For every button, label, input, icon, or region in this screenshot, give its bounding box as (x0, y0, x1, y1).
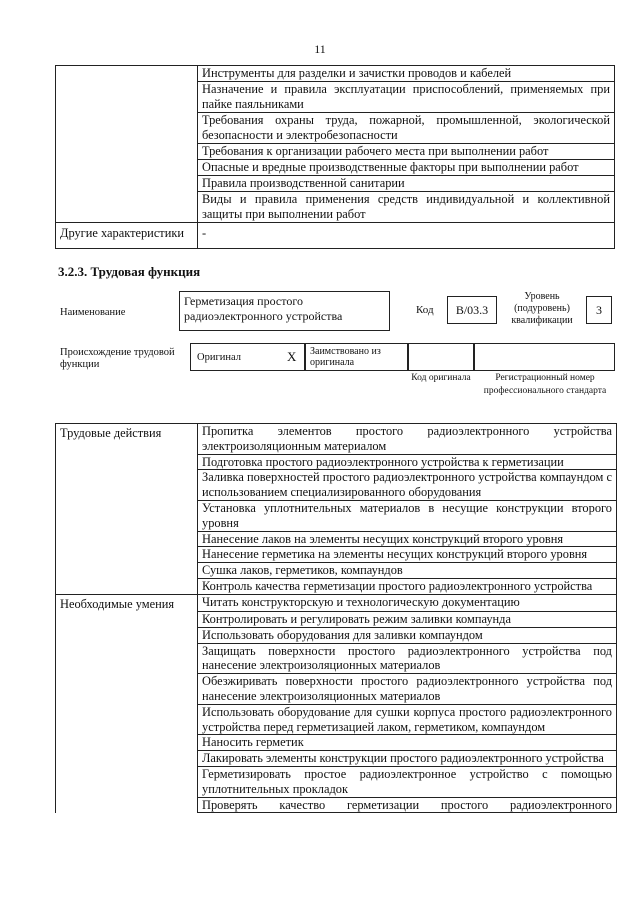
action-item: Установка уплотнительных материалов в несущие конструкции второго уровня (198, 500, 617, 531)
other-characteristics-value: - (198, 223, 615, 249)
action-item: Контроль качества герметизации простого радиоэлектронного устройства (198, 578, 617, 594)
skill-item: Наносить герметик (198, 735, 617, 751)
original-label: Оригинал (197, 352, 241, 363)
action-item: Сушка лаков, герметиков, компаундов (198, 563, 617, 579)
skill-item: Защищать поверхности простого радиоэлектронного устройства под нанесение электроизоляционных материалов (198, 643, 617, 674)
page-number: 11 (314, 42, 326, 56)
action-item: Заливка поверхностей простого радиоэлектронного устройства компаундом с использованием специализированного оборудования (198, 470, 617, 501)
code-origin-caption: Код оригинала (411, 373, 471, 383)
skill-item: Читать конструкторскую и технологическую документацию (198, 594, 617, 611)
level-label: Уровень (подуровень) квалификации (511, 291, 573, 326)
reg-number-caption: Регистрационный номер профессионального стандарта (483, 373, 607, 396)
skill-item: Герметизировать простое радиоэлектронное устройство с помощью уплотнительных прокладок (198, 767, 617, 798)
skills-label: Необходимые умения (56, 594, 198, 611)
action-item: Подготовка простого радиоэлектронного устройства к герметизации (198, 454, 617, 470)
action-item: Нанесение герметика на элементы несущих конструкций второго уровня (198, 547, 617, 563)
functions-table (55, 423, 617, 813)
skill-item: Обезжиривать поверхности простого радиоэлектронного устройства под нанесение электроизоляционных материалов (198, 674, 617, 705)
knowledge-item: Виды и правила применения средств индивидуальной и коллективной защиты при выполнении работ (198, 192, 615, 223)
origin-code-box (408, 343, 474, 371)
knowledge-item: Требования охраны труда, пожарной, промышленной, экологической безопасности и электробезопасности (198, 113, 615, 144)
action-item: Пропитка элементов простого радиоэлектронного устройства электроизоляционным материалом (198, 424, 617, 455)
skill-item: Использовать оборудование для сушки корпуса простого радиоэлектронного устройства перед герметизацией лаком, герметиком, компаундом (198, 704, 617, 735)
origin-original-box (190, 343, 305, 371)
skill-item: Использовать оборудования для заливки компаундом (198, 627, 617, 643)
origin-borrowed-box (305, 343, 408, 371)
knowledge-item: Опасные и вредные производственные факторы при выполнении работ (198, 160, 615, 176)
other-characteristics-label: Другие характеристики (56, 223, 198, 249)
section-heading: 3.2.3. Трудовая функция (58, 264, 201, 279)
skill-item: Проверять качество герметизации простого радиоэлектронного (198, 797, 617, 813)
name-label: Наименование (60, 307, 126, 318)
knowledge-item: Инструменты для разделки и зачистки проводов и кабелей (198, 66, 615, 82)
code-label: Код (416, 304, 434, 316)
action-item: Нанесение лаков на элементы несущих конструкций второго уровня (198, 531, 617, 547)
actions-label: Трудовые действия (56, 424, 198, 455)
origin-label: Происхождение трудовой функции (60, 347, 175, 370)
knowledge-item: Требования к организации рабочего места при выполнении работ (198, 144, 615, 160)
original-mark: X (287, 349, 297, 364)
origin-reg-box (474, 343, 615, 371)
skill-item: Контролировать и регулировать режим заливки компаунда (198, 612, 617, 628)
knowledge-item: Правила производственной санитарии (198, 176, 615, 192)
knowledge-label-cell (56, 66, 198, 223)
borrowed-label: Заимствовано из оригинала (310, 346, 381, 368)
knowledge-table (55, 65, 615, 249)
level-value: 3 (586, 296, 612, 324)
code-value: B/03.3 (447, 296, 497, 324)
name-value: Герметизация простого радиоэлектронного устройства (179, 291, 390, 331)
knowledge-item: Назначение и правила эксплуатации приспособлений, применяемых при пайке паяльниками (198, 82, 615, 113)
skill-item: Лакировать элементы конструкции простого радиоэлектронного устройства (198, 751, 617, 767)
